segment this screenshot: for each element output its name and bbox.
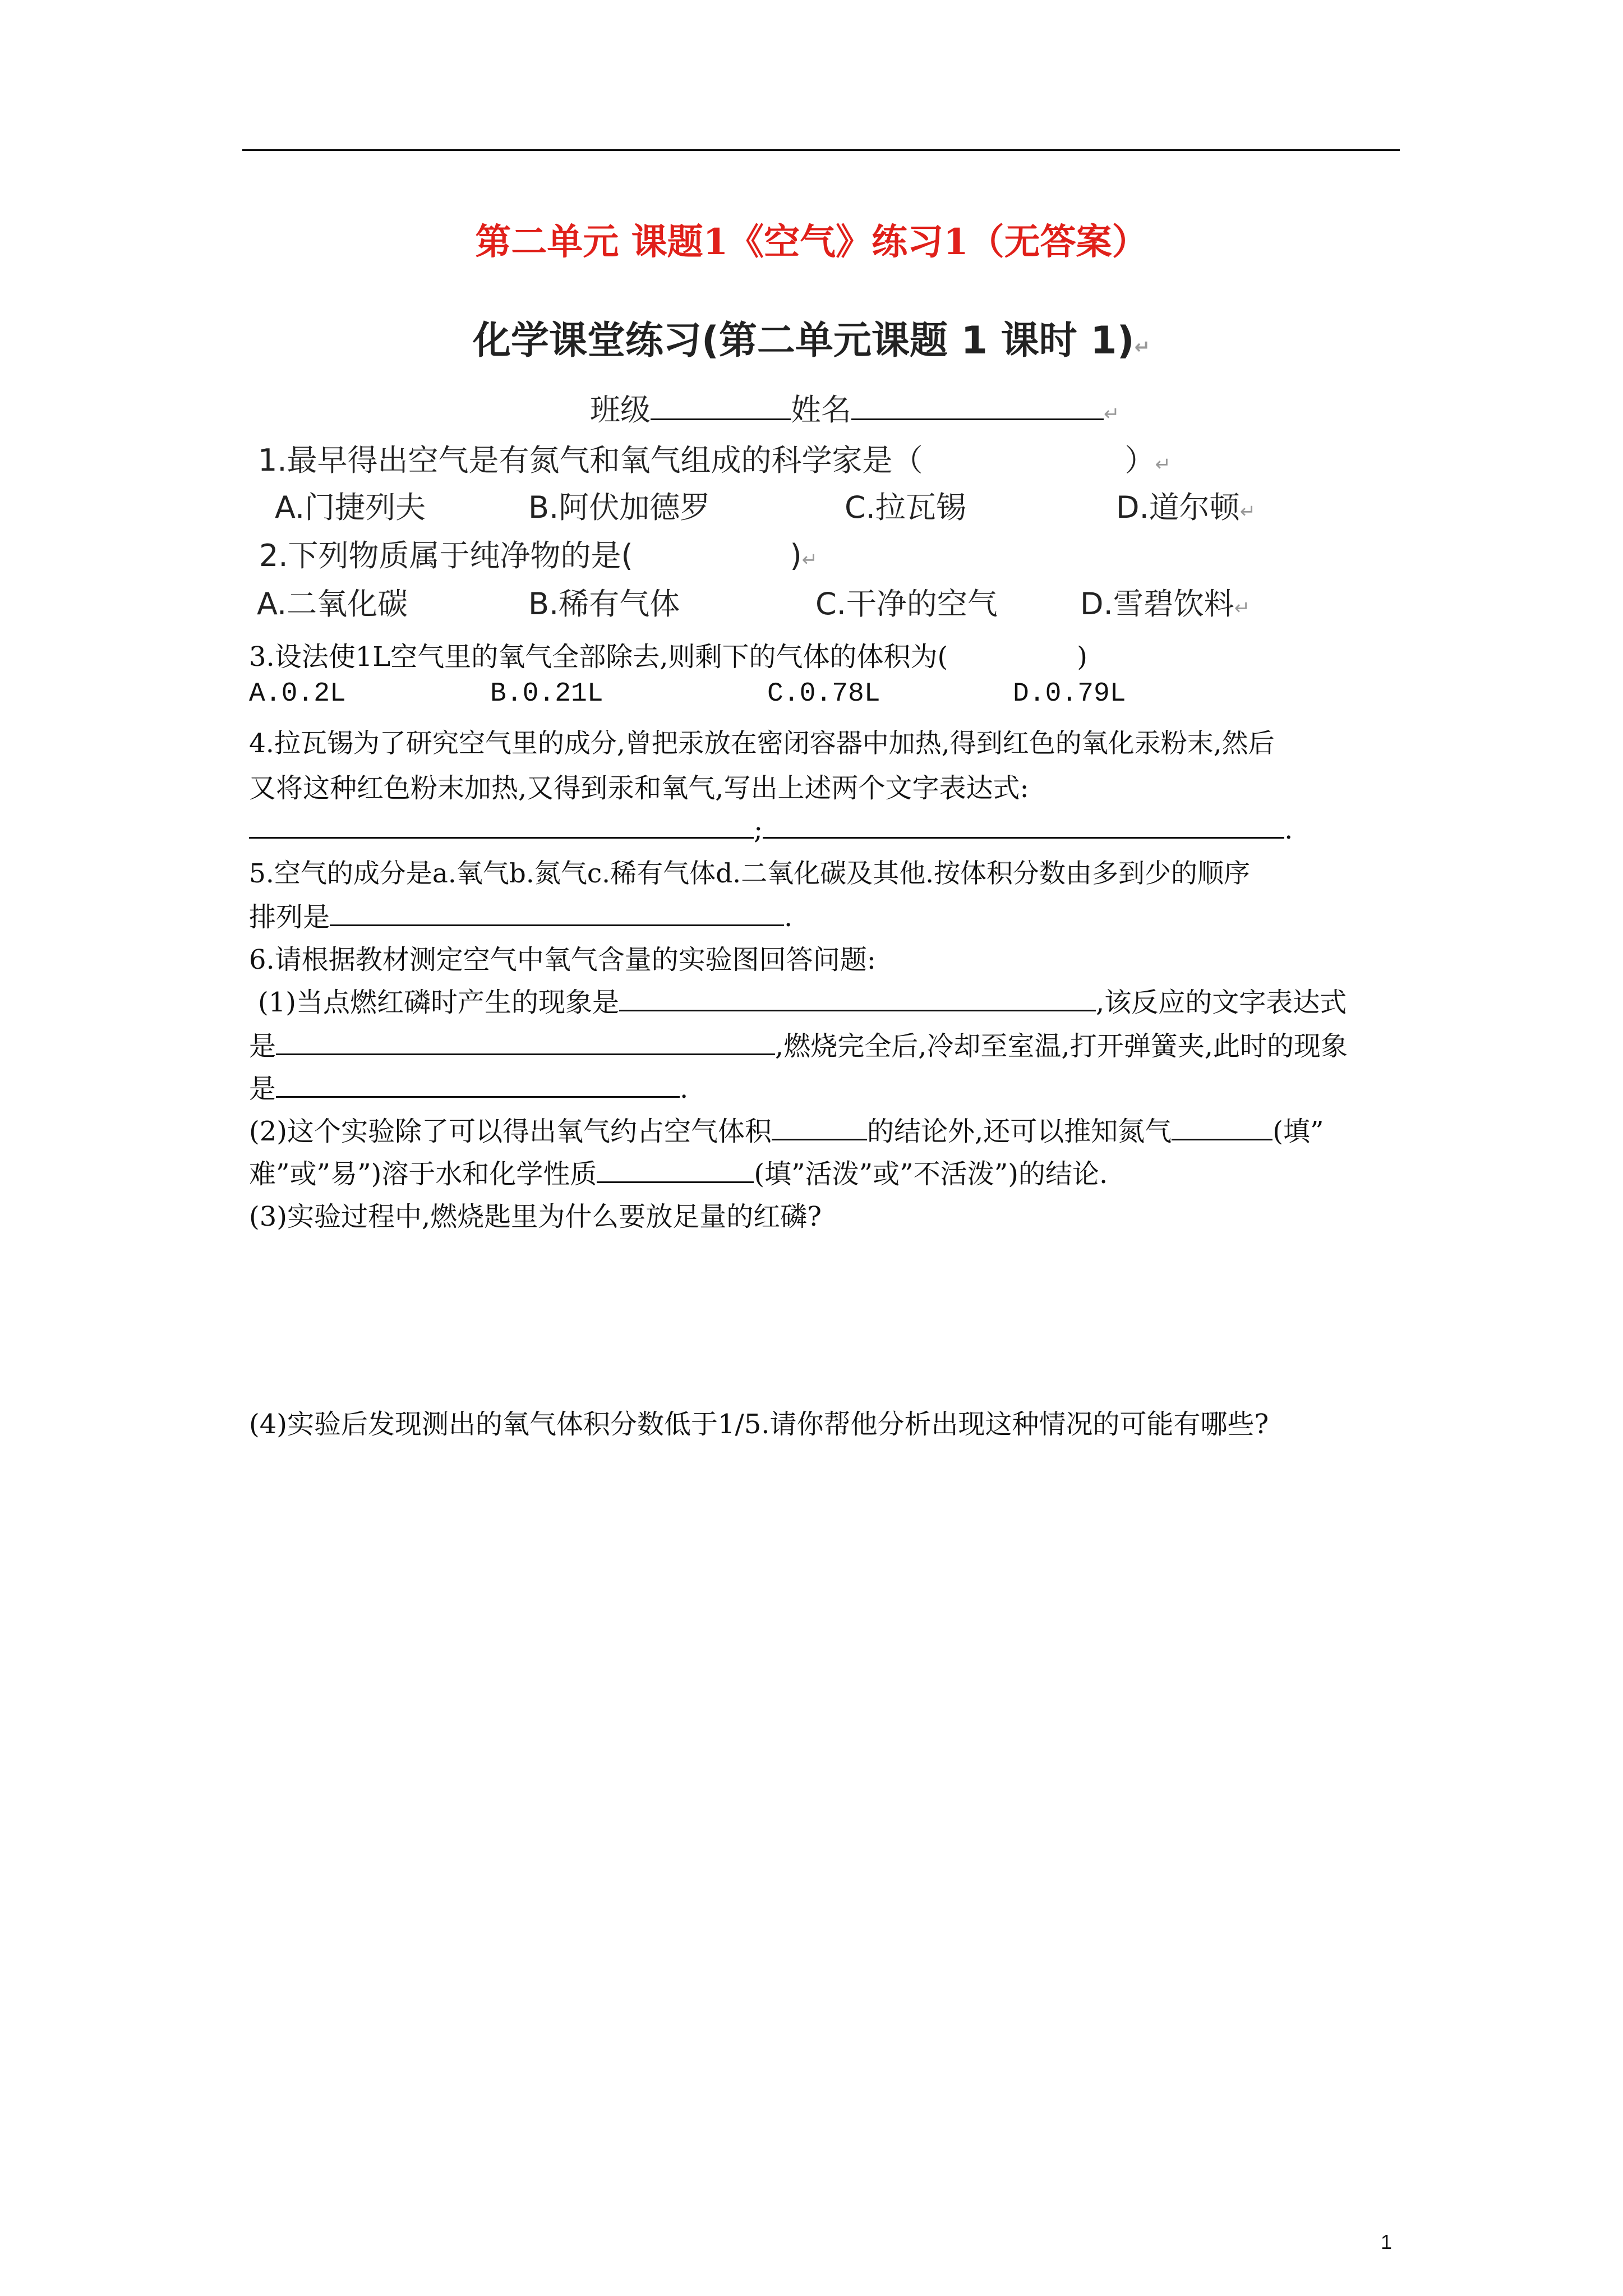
q6-p2-text-d: 难”或”易”)溶于水和化学性质 [249, 1158, 597, 1190]
question-4-blank-1[interactable] [249, 809, 754, 839]
q6-p1-blank-3[interactable] [276, 1068, 680, 1098]
header-rule [242, 149, 1400, 151]
return-mark-icon: ↵ [801, 549, 818, 571]
question-4-line-2: 又将这种红色粉末加热,又得到汞和氧气,写出上述两个文字表达式: [249, 772, 1029, 804]
return-mark-icon: ↵ [1155, 453, 1172, 476]
question-6-part-4-answer-area[interactable] [249, 1442, 1371, 2171]
question-4-line-1: 4.拉瓦锡为了研究空气里的成分,曾把汞放在密闭容器中加热,得到红色的氧化汞粉末,然后 [249, 728, 1275, 759]
q1-option-d[interactable] [1116, 484, 1256, 527]
q6-p2-blank-1[interactable] [772, 1111, 867, 1140]
q1-option-c[interactable]: C.拉瓦锡 [845, 490, 966, 525]
q6-p1-text-c: 是 [249, 1030, 276, 1062]
question-5-end: . [784, 901, 793, 933]
question-6-part-1-line-2 [249, 1024, 1348, 1063]
q6-p1-text-a: (1)当点燃红磷时产生的现象是 [258, 987, 619, 1018]
q6-p1-text-e: 是 [249, 1073, 276, 1105]
question-3-close: ) [1077, 641, 1087, 673]
question-6-part-3: (3)实验过程中,燃烧匙里为什么要放足量的红磷? [249, 1201, 822, 1232]
return-mark-icon: ↵ [1134, 336, 1151, 358]
class-name-line [590, 386, 1120, 429]
q1-option-d-label: D.道尔顿 [1116, 490, 1240, 525]
return-mark-icon: ↵ [1239, 500, 1256, 523]
question-6-part-2-line-2 [249, 1152, 1108, 1191]
question-6-part-4: (4)实验后发现测出的氧气体积分数低于1/5.请你帮他分析出现这种情况的可能有哪些? [249, 1409, 1269, 1440]
question-6-part-1-line-1 [258, 981, 1347, 1019]
q1-option-b[interactable]: B.阿伏加德罗 [528, 490, 711, 525]
question-6-part-3-answer-area[interactable] [249, 1234, 1371, 1380]
question-6-stem: 6.请根据教材测定空气中氧气含量的实验图回答问题: [249, 944, 876, 976]
question-3-stem: 3.设法使1L空气里的氧气全部除去,则剩下的气体的体积为( [249, 641, 948, 673]
page-title: 第二单元 课题1《空气》练习1（无答案） [475, 221, 1148, 263]
return-mark-icon: ↵ [1234, 597, 1251, 619]
question-5-blank[interactable] [330, 896, 784, 926]
q6-p1-blank-1[interactable] [619, 982, 1096, 1011]
q6-p1-text-b: ,该反应的文字表达式 [1096, 987, 1347, 1018]
question-4-separator: ; [754, 814, 763, 845]
q2-option-b[interactable]: B.稀有气体 [528, 586, 680, 622]
q6-p2-text-c: (填” [1272, 1116, 1324, 1147]
q6-p1-text-f: . [680, 1073, 689, 1105]
q6-p2-text-a: (2)这个实验除了可以得出氧气约占空气体积 [249, 1116, 772, 1147]
class-blank[interactable] [651, 390, 791, 420]
q6-p1-blank-2[interactable] [276, 1025, 775, 1055]
q3-option-a[interactable]: A.0.2L [249, 679, 346, 709]
class-label: 班级 [590, 392, 651, 427]
q3-option-d[interactable]: D.0.79L [1013, 679, 1126, 709]
q2-option-c[interactable]: C.干净的空气 [815, 586, 998, 622]
q6-p2-text-e: (填”活泼”或”不活泼”)的结论. [754, 1158, 1108, 1190]
question-4-answer-line [249, 809, 1293, 845]
name-blank[interactable] [851, 390, 1104, 420]
q6-p2-text-b: 的结论外,还可以推知氮气 [867, 1116, 1172, 1147]
question-5-line-1: 5.空气的成分是a.氧气b.氮气c.稀有气体d.二氧化碳及其他.按体积分数由多到少的顺序 [249, 858, 1251, 889]
return-mark-icon: ↵ [1104, 403, 1120, 425]
question-2 [259, 532, 818, 575]
worksheet-subtitle-text: 化学课堂练习(第二单元课题 1 课时 1) [472, 319, 1135, 363]
question-5-line-2 [249, 895, 792, 934]
question-2-stem: 2.下列物质属于纯净物的是( [259, 538, 633, 573]
question-1-stem: 1.最早得出空气是有氮气和氧气组成的科学家是（ [258, 443, 923, 478]
question-1 [258, 436, 1171, 480]
q1-option-a[interactable]: A.门捷列夫 [275, 490, 426, 525]
question-6-part-2-line-1 [249, 1110, 1324, 1148]
question-5-prefix: 排列是 [249, 901, 330, 933]
q2-option-a[interactable]: A.二氧化碳 [257, 586, 408, 622]
q3-option-b[interactable]: B.0.21L [490, 679, 603, 709]
q3-option-c[interactable]: C.0.78L [767, 679, 880, 709]
question-1-close: ） [1124, 443, 1155, 478]
q6-p1-text-d: ,燃烧完全后,冷却至室温,打开弹簧夹,此时的现象 [775, 1030, 1348, 1062]
name-label: 姓名 [791, 392, 851, 427]
q2-option-d-label: D.雪碧饮料 [1080, 586, 1234, 622]
question-4-end: . [1284, 814, 1293, 845]
question-2-close: ) [790, 538, 802, 573]
q2-option-d[interactable] [1080, 580, 1250, 623]
page-number: 1 [1381, 2230, 1393, 2253]
worksheet-subtitle [0, 310, 1623, 365]
question-4-blank-2[interactable] [763, 809, 1284, 839]
q6-p2-blank-2[interactable] [1172, 1111, 1272, 1140]
question-3 [249, 635, 1087, 674]
question-6-part-1-line-3 [249, 1067, 688, 1106]
q6-p2-blank-3[interactable] [597, 1153, 754, 1183]
